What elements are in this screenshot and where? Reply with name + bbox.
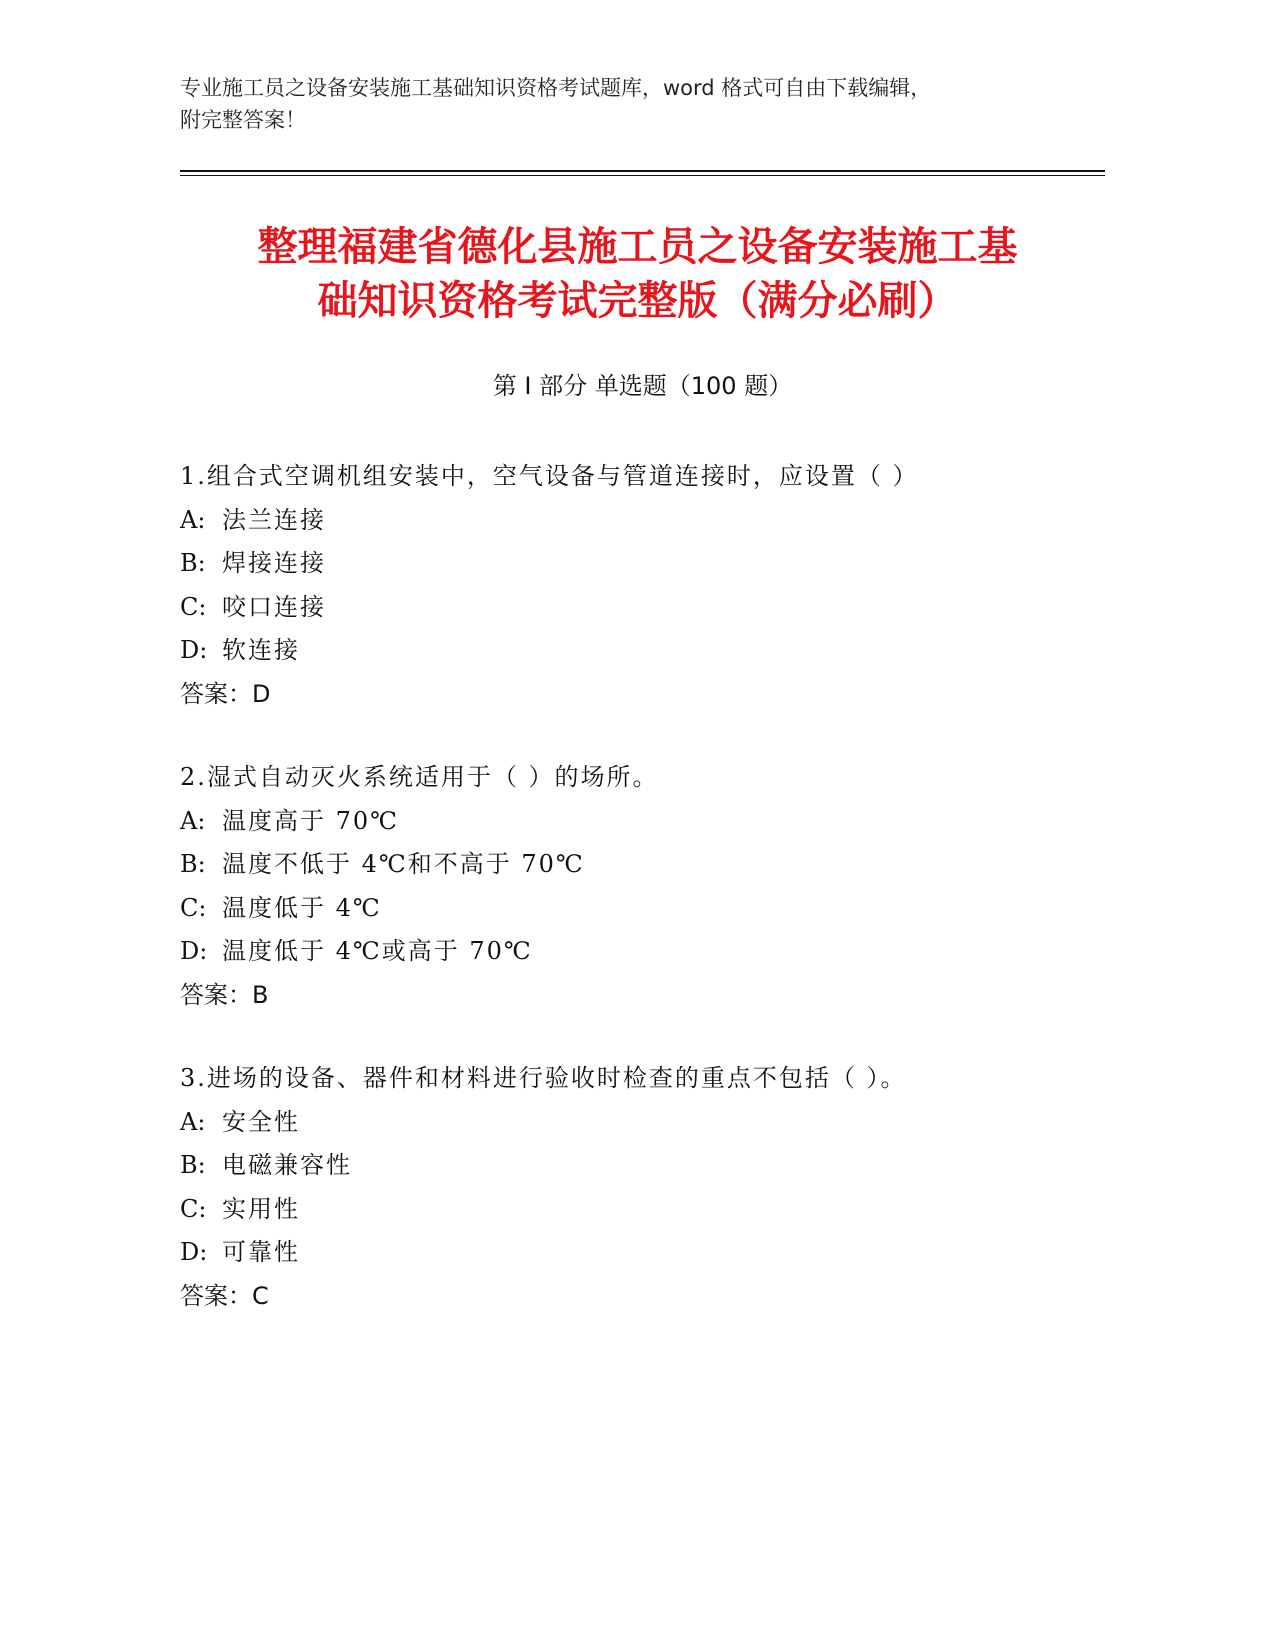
header-note-line-1: 专业施工员之设备安装施工基础知识资格考试题库，word 格式可自由下载编辑， bbox=[180, 76, 932, 100]
option-d bbox=[180, 930, 1105, 974]
option-a bbox=[180, 800, 1105, 844]
option-key: B: bbox=[180, 1151, 206, 1179]
option-a bbox=[180, 1101, 1105, 1145]
header-note bbox=[180, 72, 1100, 136]
document-title-line-2: 础知识资格考试完整版（满分必刷） bbox=[317, 278, 958, 324]
option-key: A: bbox=[180, 1107, 206, 1136]
option-b bbox=[180, 542, 1105, 586]
question-text: 3.进场的设备、器件和材料进行验收时检查的重点不包括（ ）。 bbox=[180, 1064, 907, 1092]
option-text: 焊接连接 bbox=[222, 549, 326, 577]
section-title: 第 I 部分 单选题（100 题） bbox=[492, 372, 793, 400]
option-b bbox=[180, 843, 1105, 887]
answer: 答案：C bbox=[180, 1281, 269, 1310]
option-c bbox=[180, 586, 1105, 630]
question-text: 1.组合式空调机组安装中，空气设备与管道连接时，应设置（ ） bbox=[180, 462, 919, 490]
document-title-line-1: 整理福建省德化县施工员之设备安装施工基 bbox=[257, 224, 1018, 270]
option-text: 温度低于 4℃ bbox=[222, 893, 382, 922]
header-divider-thick bbox=[180, 170, 1105, 172]
document-title bbox=[150, 220, 1125, 328]
option-key: D: bbox=[180, 937, 208, 965]
option-text: 可靠性 bbox=[222, 1238, 300, 1266]
option-a bbox=[180, 499, 1105, 543]
option-b bbox=[180, 1144, 1105, 1188]
option-text: 法兰连接 bbox=[222, 505, 326, 534]
option-text: 温度高于 70℃ bbox=[222, 806, 400, 835]
option-d bbox=[180, 1231, 1105, 1275]
option-key: B: bbox=[180, 549, 206, 577]
question-1 bbox=[180, 455, 1105, 716]
option-key: C: bbox=[180, 893, 207, 922]
option-c bbox=[180, 887, 1105, 931]
option-key: A: bbox=[180, 505, 206, 534]
option-text: 电磁兼容性 bbox=[222, 1151, 352, 1179]
option-key: C: bbox=[180, 1194, 207, 1223]
answer: 答案：D bbox=[180, 679, 271, 708]
question-text: 2.湿式自动灭火系统适用于（ ）的场所。 bbox=[180, 763, 659, 791]
option-text: 温度低于 4℃或高于 70℃ bbox=[222, 937, 533, 965]
option-key: C: bbox=[180, 592, 207, 621]
question-list bbox=[180, 455, 1105, 1358]
option-key: B: bbox=[180, 850, 206, 878]
option-text: 温度不低于 4℃和不高于 70℃ bbox=[222, 850, 585, 878]
option-text: 软连接 bbox=[222, 636, 300, 664]
answer: 答案：B bbox=[180, 980, 269, 1009]
option-key: A: bbox=[180, 806, 206, 835]
option-text: 实用性 bbox=[222, 1194, 300, 1223]
option-c bbox=[180, 1188, 1105, 1232]
header-note-line-2: 附完整答案！ bbox=[180, 108, 306, 132]
option-text: 咬口连接 bbox=[222, 592, 326, 621]
option-text: 安全性 bbox=[222, 1107, 300, 1136]
option-key: D: bbox=[180, 636, 208, 664]
option-key: D: bbox=[180, 1238, 208, 1266]
header-divider-thin bbox=[180, 175, 1105, 176]
question-2 bbox=[180, 756, 1105, 1017]
option-d bbox=[180, 629, 1105, 673]
question-3 bbox=[180, 1057, 1105, 1318]
